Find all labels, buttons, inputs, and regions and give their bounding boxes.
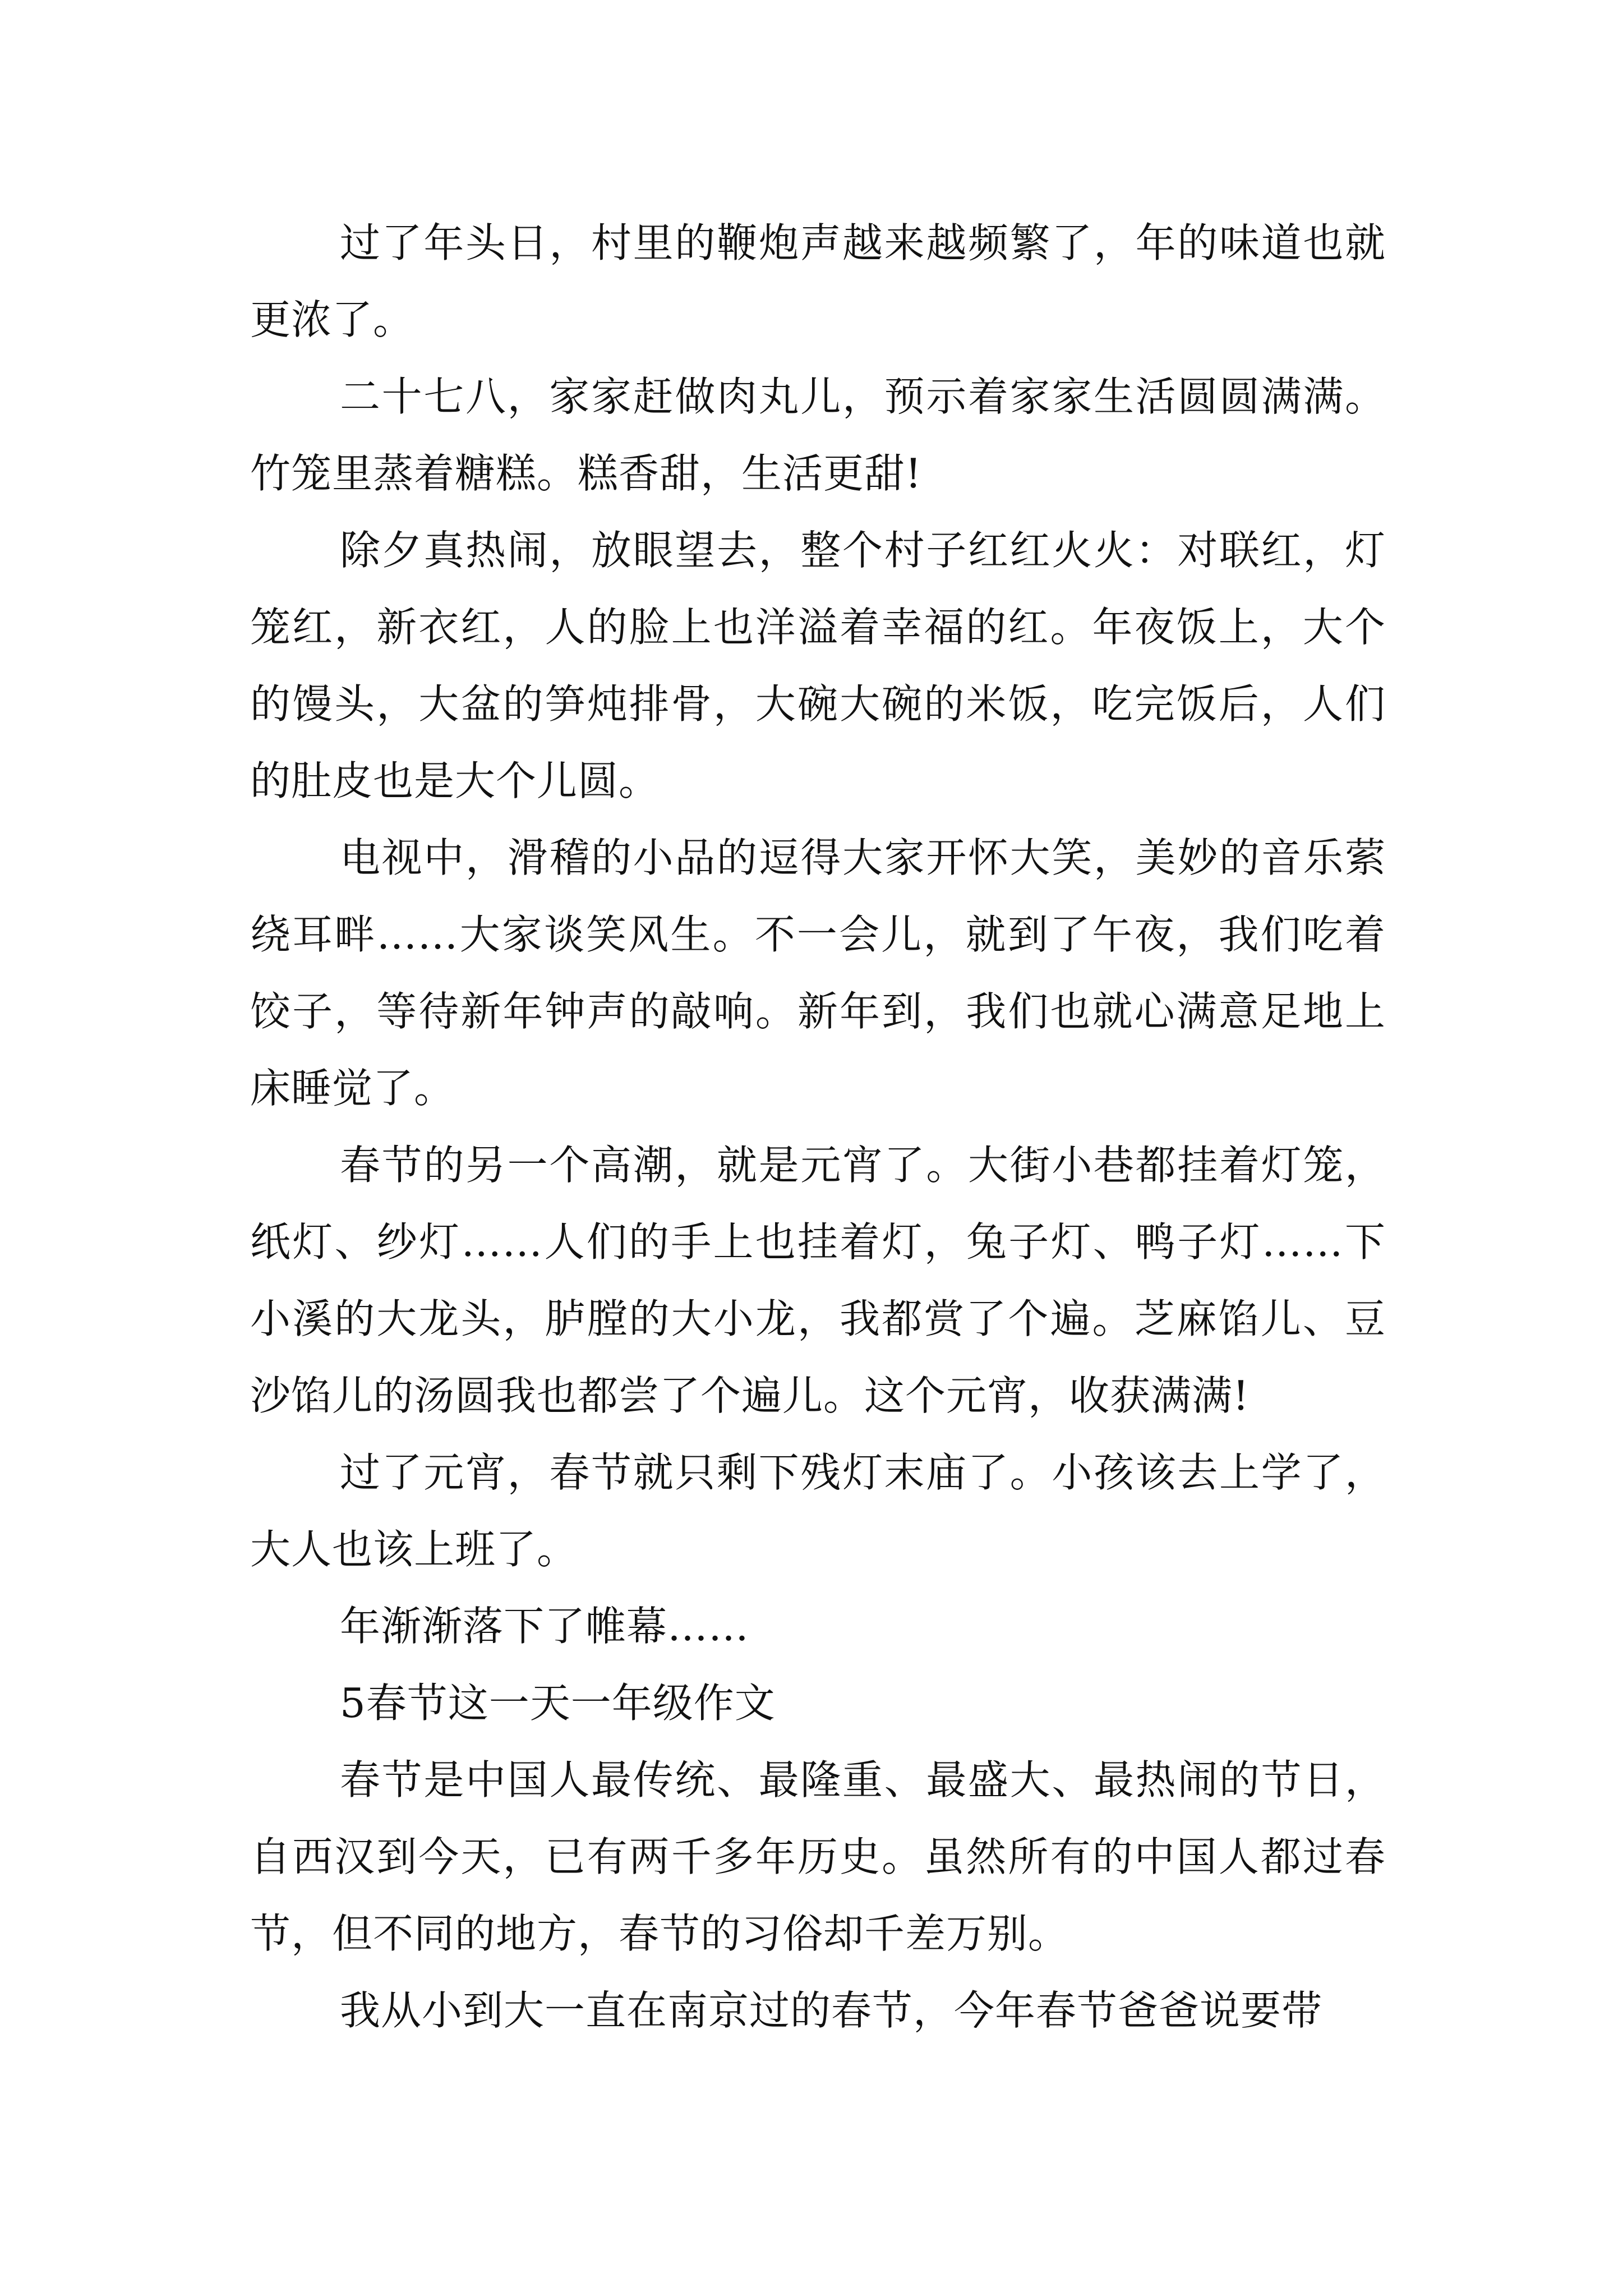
body-text <box>250 205 1386 2049</box>
paragraph: 春节的另一个高潮，就是元宵了。大街小巷都挂着灯笼，纸灯、纱灯……人们的手上也挂着灯，兔子灯、鸭子灯……下小溪的大龙头，胪膛的大小龙，我都赏了个遍。芝麻馅儿、豆沙馅儿的汤圆我也都尝了个遍儿。这个元宵，收获满满! <box>250 1142 1386 1419</box>
paragraph: 电视中，滑稽的小品的逗得大家开怀大笑，美妙的音乐萦绕耳畔……大家谈笑风生。不一会儿，就到了午夜，我们吃着饺子，等待新年钟声的敲响。新年到，我们也就心满意足地上床睡觉了。 <box>250 834 1386 1112</box>
paragraph: 春节是中国人最传统、最隆重、最盛大、最热闹的节日，自西汉到今天，已有两千多年历史。虽然所有的中国人都过春节，但不同的地方，春节的习俗却千差万别。 <box>250 1756 1386 1957</box>
section-heading: 5春节这一天一年级作文 <box>340 1680 776 1727</box>
paragraph: 年渐渐落下了帷幕…… <box>340 1603 750 1650</box>
paragraph: 除夕真热闹，放眼望去，整个村子红红火火：对联红，灯笼红，新衣红，人的脸上也洋溢着幸福的红。年夜饭上，大个的馒头，大盆的笋炖排骨，大碗大碗的米饭，吃完饭后，人们的肚皮也是大个儿圆。 <box>250 527 1386 804</box>
paragraph: 我从小到大一直在南京过的春节，今年春节爸爸说要带 <box>340 1987 1323 2034</box>
paragraph: 过了年头日，村里的鞭炮声越来越频繁了，年的味道也就更浓了。 <box>250 219 1386 343</box>
paragraph: 过了元宵，春节就只剩下残灯末庙了。小孩该去上学了，大人也该上班了。 <box>250 1449 1386 1573</box>
paragraph: 二十七八，家家赶做肉丸儿，预示着家家生活圆圆满满。竹笼里蒸着糖糕。糕香甜，生活更甜! <box>250 373 1386 497</box>
